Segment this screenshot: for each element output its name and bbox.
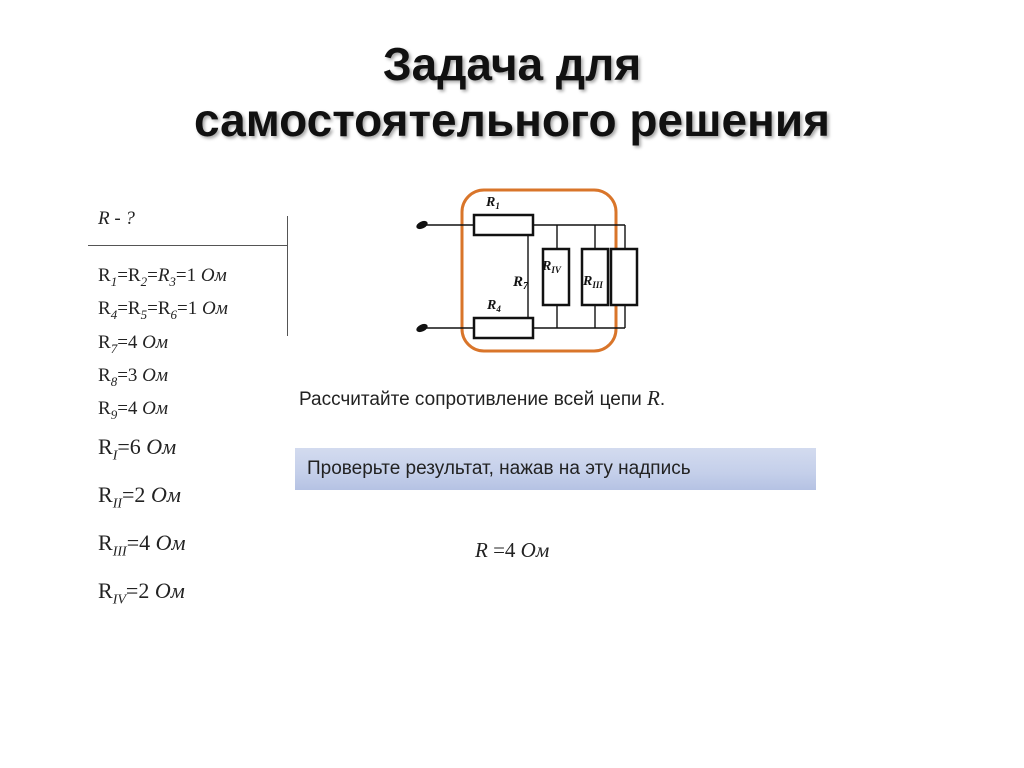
- label-r4: $R_4$: [487, 298, 501, 314]
- title-line-1: Задача для: [382, 38, 642, 90]
- given-divider-vertical: [287, 216, 288, 336]
- resistor-riv: [543, 249, 569, 305]
- label-r7: $R_7$: [513, 274, 529, 292]
- partial-resistances: [98, 430, 186, 622]
- terminal-bottom-icon: [415, 322, 429, 333]
- known-r7: $R_7=4$ Ом: [98, 331, 169, 356]
- given-divider-horizontal: [88, 245, 288, 246]
- known-r1-r3: $R_1=R_2=R_3=1$ Ом: [98, 265, 227, 289]
- resistor-r9: [611, 249, 637, 305]
- find-unknown: R - ?: [98, 208, 135, 229]
- resistor-r1: [474, 215, 533, 235]
- circuit-diagram: [410, 185, 650, 360]
- terminals: [415, 219, 429, 333]
- known-values: [98, 262, 228, 428]
- title-line-2: самостоятельного решения: [194, 94, 830, 146]
- label-riv: $R_{IV}$: [542, 259, 561, 275]
- part-r-ii: $R_{II}=2$ Ом: [98, 482, 181, 512]
- part-r-iii: $R_{III}=4$ Ом: [98, 530, 186, 560]
- answer-result: R =4 Ом: [475, 538, 550, 562]
- resistor-r4: [474, 318, 533, 338]
- slide-title: [0, 36, 1024, 148]
- known-r9: $R_9=4$ Ом: [98, 398, 169, 422]
- label-riii: $R_{III}$: [583, 274, 603, 290]
- part-r-iv: $R_{IV}=2$ Ом: [98, 578, 185, 608]
- task-text: Рассчитайте сопротивление всей цепи R.: [299, 386, 666, 410]
- label-r1: $R_1$: [486, 195, 500, 211]
- terminal-top-icon: [415, 219, 429, 230]
- known-r8: $R_8=3$ Ом: [98, 364, 169, 389]
- check-result-button[interactable]: Проверьте результат, нажав на эту надпись: [295, 448, 816, 490]
- known-r4-r6: $R_4=R_5=R_6=1$ Ом: [98, 298, 228, 323]
- part-r-i: $R_I=6$ Ом: [98, 434, 177, 464]
- resistors: [474, 215, 637, 338]
